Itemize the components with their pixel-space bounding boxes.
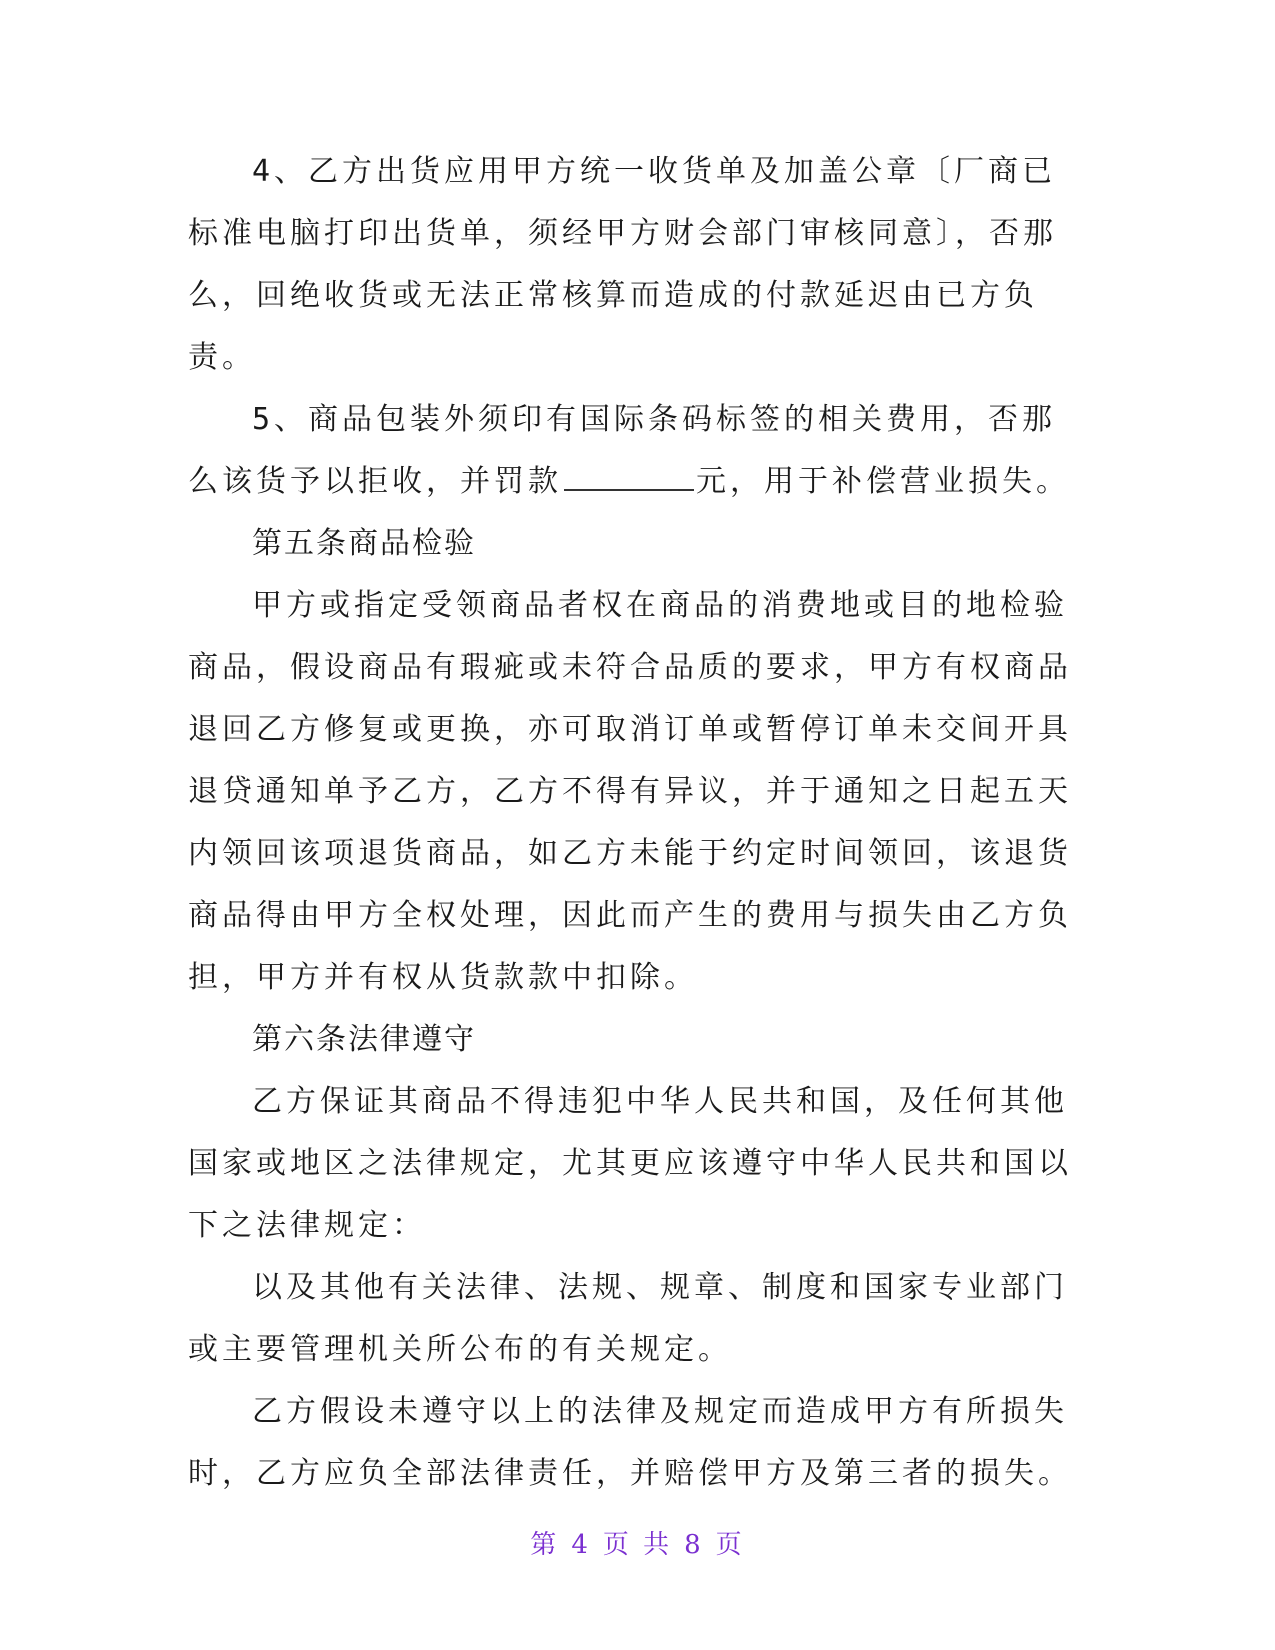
fine-amount-blank xyxy=(564,465,694,491)
footer-page-number: 4 xyxy=(571,1530,591,1560)
paragraph-liability: 乙方假设未遵守以上的法律及规定而造成甲方有所损失时，乙方应负全部法律责任，并赔偿甲方及第三者的损失。 xyxy=(188,1394,1072,1491)
footer-suffix: 页 xyxy=(715,1530,745,1560)
barcode-text-after: 元，用于补偿营业损失。 xyxy=(696,464,1070,499)
page-footer xyxy=(0,1524,1275,1561)
heading-article-6: 第六条法律遵守 xyxy=(252,1022,476,1057)
footer-total-pages: 8 xyxy=(684,1530,704,1560)
document-body xyxy=(188,141,1088,1505)
paragraph-law-compliance: 乙方保证其商品不得违犯中华人民共和国，及任何其他国家或地区之法律规定，尤其更应该遵守中华人民共和国以下之法律规定： xyxy=(188,1084,1072,1243)
paragraph-other-regulations: 以及其他有关法律、法规、规章、制度和国家专业部门或主要管理机关所公布的有关规定。 xyxy=(188,1270,1068,1367)
paragraph-shipping-receipt: 4、乙方出货应用甲方统一收货单及加盖公章〔厂商已标准电脑打印出货单，须经甲方财会部门审核同意〕，否那么，回绝收货或无法正常核算而造成的付款延迟由已方负责。 xyxy=(188,154,1057,375)
footer-middle: 页 共 xyxy=(602,1530,673,1560)
paragraph-barcode-label xyxy=(188,389,1088,513)
heading-article-5: 第五条商品检验 xyxy=(252,526,476,561)
barcode-text-before: 5、商品包装外须印有国际条码标签的相关费用，否那么该货予以拒收，并罚款 xyxy=(188,402,1057,499)
footer-prefix: 第 xyxy=(530,1530,560,1560)
paragraph-inspection: 甲方或指定受领商品者权在商品的消费地或目的地检验商品，假设商品有瑕疵或未符合品质的要求，甲方有权商品退回乙方修复或更换，亦可取消订单或暂停订单未交间开具退贷通知单予乙方，乙方不得有异议，并于通知之日起五天内领回该项退货商品，如乙方未能于约定时间领回，该退货商品得由甲方全权处理，因此而产生的费用与损失由乙方负担，甲方并有权从货款款中扣除。 xyxy=(188,588,1072,995)
